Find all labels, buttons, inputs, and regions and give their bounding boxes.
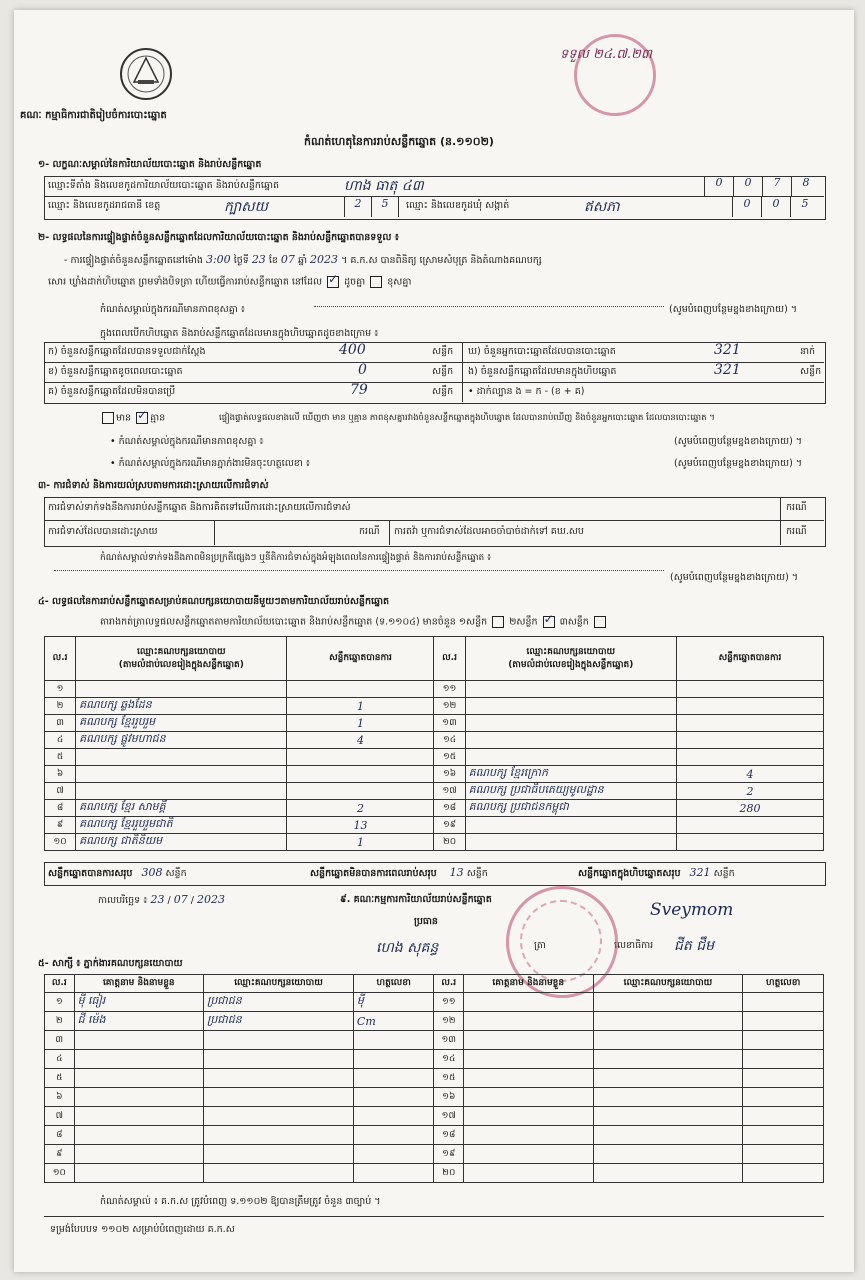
received-value: 400: [339, 342, 366, 358]
tally-sheets: [100, 612, 608, 629]
commune-value: ឥសភា: [584, 199, 620, 215]
code-digit: 5: [371, 197, 399, 217]
witness-signature: [353, 1107, 434, 1126]
row-no: ៦: [45, 1088, 75, 1107]
witness-signature: [743, 1050, 824, 1069]
party-name: គណបក្ស ជាតិនិយម: [76, 834, 287, 851]
vote-count: [287, 749, 434, 766]
witness-signature: [743, 1107, 824, 1126]
total-box-unit: សន្លឹក: [713, 868, 735, 879]
vote-count: [676, 698, 823, 715]
party-name: [465, 834, 676, 851]
witness-signature: [353, 1050, 434, 1069]
note2-end: (សូមបំពេញបន្ថែមខ្នងខាងក្រោយ) ។: [674, 436, 803, 447]
form-footer: ទម្រង់បែបបទ ១១០២ សម្រាប់បំពេញដោយ គ.ក.ស: [50, 1224, 235, 1235]
witness-party: [204, 1088, 354, 1107]
row-no: ២០: [434, 834, 465, 851]
witness-name: [74, 1050, 203, 1069]
form-sheet: [14, 10, 854, 1272]
party-name: គណបក្ស ខ្មែរក្រោក: [465, 766, 676, 783]
col-party: ឈ្មោះគណបក្សនយោបាយ: [593, 975, 743, 993]
code-digit: 0: [704, 176, 733, 196]
verify-year-label: ឆ្នាំ: [297, 255, 307, 266]
count-subtitle: ក្នុងពេលបើកហិបឆ្នោត និងរាប់សន្លឹកឆ្នោតដែលមានក្នុងហិបឆ្នោតដូចខាងក្រោម ៖: [100, 328, 379, 339]
verify-line2-text: សោរ ឃ្លាំងដាក់ហិបឆ្នោត ព្រមទាំងបិទត្រា ហើយធ្វើការរាប់សន្លឹកឆ្នោត នៅដែល: [48, 276, 323, 288]
doc-title: កំណត់ហេតុនៃការរាប់សន្លឹកឆ្នោត (ន.១១០២): [304, 135, 494, 148]
row-no: ៥: [45, 1069, 75, 1088]
table-row: [45, 834, 824, 851]
seal-label: ត្រា: [534, 940, 546, 951]
witness-party: [593, 1088, 743, 1107]
party-name: គណបក្ស ប្រជាជនកម្ពុជា: [465, 800, 676, 817]
nothave-label: គ្មាន: [150, 412, 166, 424]
col-no: ល.រ: [434, 637, 465, 681]
complaint-escalated-case: ករណី: [786, 526, 807, 537]
witness-party: [204, 1031, 354, 1050]
vote-count: [287, 681, 434, 698]
witness-name: [74, 1088, 203, 1107]
date-label: កាលបរិច្ឆេទ ៖: [98, 895, 148, 906]
witness-signature: [353, 1031, 434, 1050]
province-value: ក្បាសយ: [224, 199, 268, 215]
total-box: [578, 867, 735, 880]
witness-party: [204, 1107, 354, 1126]
witness-name: [74, 1164, 203, 1183]
witness-name: [464, 1069, 593, 1088]
different-checkbox[interactable]: [370, 276, 382, 288]
witness-party: [204, 1126, 354, 1145]
row-no: ១៥: [434, 749, 465, 766]
vote-count: [676, 749, 823, 766]
party-name: គណបក្ស ខ្មែរ សាមគ្គី: [76, 800, 287, 817]
one-sheet-checkbox[interactable]: [492, 616, 504, 628]
total-valid-label: សន្លឹកឆ្នោតបានការសរុប: [48, 868, 133, 879]
in-box-value: 321: [714, 362, 741, 378]
row-no: ១: [45, 993, 75, 1012]
table-row: [45, 1012, 824, 1031]
table-row: [45, 698, 824, 715]
section1-title: ១- លក្ខណៈសម្គាល់នៃការិយាល័យបោះឆ្នោត និងរាប់សន្លឹកឆ្នោត: [38, 159, 262, 170]
tally-intro: តារាងកត់ត្រាលទ្ធផលសន្លឹកឆ្នោតតាមការិយាល័យបោះឆ្នោត និងរាប់សន្លឹកឆ្នោត (ទ.១១០៤) មានចំនួន ១សន្លឹក: [100, 616, 488, 628]
row-no: ១៦: [434, 1088, 464, 1107]
three-sheets-checkbox[interactable]: [594, 616, 606, 628]
code-digit: 0: [733, 176, 762, 196]
table-row: [45, 1107, 824, 1126]
col-party-sub: (តាមលំដាប់លេខរៀងក្នុងសន្លឹកឆ្នោត): [508, 659, 634, 670]
table-row: [45, 1050, 824, 1069]
table-row: [45, 1126, 824, 1145]
witness-party: [593, 1050, 743, 1069]
witness-name: ម៉ី ធៀរ: [74, 993, 203, 1012]
witness-signature: [743, 1145, 824, 1164]
row-no: ១៣: [434, 1031, 464, 1050]
verify-day-label: ថ្ងៃទី: [233, 255, 249, 266]
party-name: គណបក្ស ប្រជាធិបតេយ្យមូលដ្ឋាន: [465, 783, 676, 800]
two-sheets-label: ២សន្លឹក: [509, 616, 538, 628]
total-invalid-unit: សន្លឹក: [466, 868, 488, 879]
row-no: ៥: [45, 749, 76, 766]
witness-party: ប្រជាជន: [204, 1012, 354, 1031]
different-label: ខុសគ្នា: [387, 276, 412, 288]
in-box-label: ង) ចំនួនសន្លឹកឆ្នោតដែលមានក្នុងហិបឆ្នោត: [468, 366, 617, 377]
witness-party: [593, 1107, 743, 1126]
witness-party: [204, 1050, 354, 1069]
total-invalid: [310, 867, 488, 880]
table-row: [45, 1031, 824, 1050]
witness-party: [204, 1069, 354, 1088]
witness-name: [464, 1164, 593, 1183]
code-digit: 7: [762, 176, 791, 196]
verify-line2: [48, 272, 412, 289]
secretary-signature: ជីត ជឹម: [674, 938, 714, 954]
witness-signature: [743, 1088, 824, 1107]
row-no: ១៨: [434, 800, 465, 817]
party-name: [76, 783, 287, 800]
witness-party: [204, 1145, 354, 1164]
row-no: ២: [45, 1012, 75, 1031]
witness-name: [74, 1069, 203, 1088]
witness-signature: [743, 1126, 824, 1145]
table-row: [45, 800, 824, 817]
total-invalid-label: សន្លឹកឆ្នោតមិនបានការពេលរាប់សរុប: [310, 868, 437, 879]
col-no: ល.រ: [45, 975, 75, 993]
row-no: ៤: [45, 732, 76, 749]
have-label: មាន: [116, 412, 132, 424]
verify-text: ។ គ.ក.ស បានពិនិត្យ ស្រោមសំបុត្រ និងតំណាងគណបក្ស: [341, 255, 542, 266]
three-sheets-label: ៣សន្លឹក: [559, 616, 589, 628]
row-no: ១២: [434, 1012, 464, 1031]
received-label: ក) ចំនួនសន្លឹកឆ្នោតដែលបានទទួលជាក់ស្តែង: [48, 346, 206, 357]
row-no: ១៦: [434, 766, 465, 783]
chair-signature: ហេង សុគន្ធ: [376, 940, 439, 956]
complaint-resolved-case: ករណី: [359, 526, 380, 537]
row-no: ៣: [45, 715, 76, 732]
col-votes: សន្លឹកឆ្នោតបានការ: [676, 637, 823, 681]
table-row: [45, 732, 824, 749]
verify-month-label: ខែ: [268, 255, 278, 266]
code-digit: 5: [790, 197, 819, 217]
witness-signature: [353, 1088, 434, 1107]
vote-count: [287, 783, 434, 800]
witness-party: [593, 1126, 743, 1145]
table-row: [45, 766, 824, 783]
have-checkbox[interactable]: [102, 412, 114, 424]
date-row: កាលបរិច្ឆេទ ៖ 23 / 07 / 2023: [98, 893, 225, 906]
verify-year: 2023: [310, 253, 339, 266]
col-party: [76, 637, 287, 681]
spoiled-unit: សន្លឹក: [432, 366, 454, 377]
witness-party: [593, 1164, 743, 1183]
witness-name: [464, 1050, 593, 1069]
party-name: [465, 732, 676, 749]
col-no: ល.រ: [434, 975, 464, 993]
row-no: ៩: [45, 1145, 75, 1164]
party-name: [465, 715, 676, 732]
vote-count: [676, 681, 823, 698]
row-no: ១៤: [434, 732, 465, 749]
witness-party: [593, 993, 743, 1012]
witness-signature: [743, 1164, 824, 1183]
vote-count: [676, 834, 823, 851]
location-value: ហាង ធាតុ ៤៣: [344, 178, 424, 194]
col-party: ឈ្មោះគណបក្សនយោបាយ: [204, 975, 354, 993]
vote-count: 1: [287, 715, 434, 732]
party-name: គណបក្ស ខ្មែររួបរួម: [76, 715, 287, 732]
witness-name: [464, 1107, 593, 1126]
witness-name: [74, 1107, 203, 1126]
official-seal-inner: [520, 900, 602, 982]
total-valid-unit: សន្លឹក: [165, 868, 187, 879]
party-name: [76, 766, 287, 783]
vote-count: [676, 732, 823, 749]
witness-signature: [353, 1069, 434, 1088]
code-digit: 0: [761, 197, 790, 217]
spoiled-label: ខ) ចំនួនសន្លឹកឆ្នោតខូចពេលបោះឆ្នោត: [48, 366, 183, 377]
witness-signature: Cm: [353, 1012, 434, 1031]
table-row: [45, 1145, 824, 1164]
witness-name: [74, 1031, 203, 1050]
witness-name: [464, 1145, 593, 1164]
party-name: គណបក្ស ផ្លូវមហាជន: [76, 732, 287, 749]
chair-label: ប្រធាន: [414, 916, 438, 927]
code-digit: 8: [791, 176, 820, 196]
receipt-stamp-text: ទទួល ២៤.៧.២៣: [560, 47, 652, 62]
witness-name: [464, 1012, 593, 1031]
table-row: [45, 1088, 824, 1107]
total-valid-value: 308: [141, 866, 163, 879]
note3-end: (សូមបំពេញបន្ថែមខ្នងខាងក្រោយ) ។: [674, 458, 803, 469]
complaint-note-end: (សូមបំពេញបន្ថែមខ្នងខាងក្រោយ) ។: [670, 572, 799, 583]
col-sign: ហត្ថលេខា: [353, 975, 434, 993]
code-digit: 2: [344, 197, 371, 217]
total-valid: [48, 867, 187, 880]
section4-title: ៤- លទ្ធផលនៃការរាប់សន្លឹកឆ្នោតសម្រាប់គណបក្សនយោបាយនីមួយៗតាមការិយាល័យរាប់សន្លឹកឆ្នោត: [38, 596, 390, 607]
row-no: ៧: [45, 783, 76, 800]
voters-value: 321: [714, 342, 741, 358]
national-emblem-icon: [118, 46, 174, 102]
row-no: ១: [45, 681, 76, 698]
commune-label: ឈ្មោះ និងលេខកូដឃុំ សង្កាត់: [406, 200, 510, 211]
unused-value: 79: [350, 382, 368, 398]
nothave-checkbox[interactable]: ✓: [137, 408, 148, 422]
col-party-title: ឈ្មោះគណបក្សនយោបាយ: [137, 646, 226, 657]
verify-line1: [64, 254, 542, 267]
province-code: [344, 197, 399, 217]
note1: កំណត់សម្គាល់ក្នុងករណីមានភាពខុសគ្នា ៖: [100, 304, 245, 315]
col-sign: ហត្ថលេខា: [743, 975, 824, 993]
witness-signature: ម៉ី: [353, 993, 434, 1012]
two-sheets-checkbox[interactable]: ✓: [543, 612, 554, 626]
row-no: ៤: [45, 1050, 75, 1069]
vote-count: 1: [287, 698, 434, 715]
witness-name: [74, 1145, 203, 1164]
note2: • កំណត់សម្គាល់ក្នុងករណីមានភាពខុសគ្នា ៖: [110, 436, 264, 447]
col-name: គោត្តនាម និងនាមខ្លួន: [464, 975, 593, 993]
table-row: [45, 1164, 824, 1183]
note3: • កំណត់សម្គាល់ក្នុងករណីមានភ្នាក់ងារមិនចុះហត្ថលេខា ៖: [110, 458, 310, 469]
witness-table: [44, 974, 824, 1183]
row-no: ១៧: [434, 1107, 464, 1126]
commune-code: [732, 197, 819, 217]
verify-month: 07: [280, 253, 295, 266]
row-no: ២០: [434, 1164, 464, 1183]
witness-party: [593, 1012, 743, 1031]
witness-signature: [353, 1126, 434, 1145]
witness-party: [593, 1031, 743, 1050]
party-name: [76, 681, 287, 698]
row-no: ៨: [45, 800, 76, 817]
row-no: ១១: [434, 681, 465, 698]
party-name: [465, 749, 676, 766]
top-signature: Sveymom: [650, 900, 734, 920]
section2-title: ២- លទ្ធផលនៃការផ្ទៀងផ្ទាត់ចំនួនសន្លឹកឆ្នោតដែលការិយាល័យបោះឆ្នោត និងរាប់សន្លឹកឆ្នោតបានទទួល ៖: [38, 232, 399, 243]
row-no: ៩: [45, 817, 76, 834]
table-row: [45, 783, 824, 800]
vote-count: 2: [676, 783, 823, 800]
vote-count: 280: [676, 800, 823, 817]
verify-time-label: - ការផ្ទៀងផ្ទាត់ចំនួនសន្លឹកឆ្នោតនៅម៉ោង: [64, 255, 203, 266]
same-checkbox[interactable]: ✓: [328, 272, 339, 286]
vote-count: 2: [287, 800, 434, 817]
unused-unit: សន្លឹក: [432, 386, 454, 397]
row-no: ៣: [45, 1031, 75, 1050]
row-no: ៧: [45, 1107, 75, 1126]
date-year: 2023: [196, 893, 225, 906]
org-name: គណៈ កម្មាធិការជាតិរៀបចំការបោះឆ្នោត: [20, 110, 167, 121]
date-month: 07: [173, 893, 188, 906]
province-label: ឈ្មោះ និងលេខកូដរាជធានី ខេត្ត: [48, 200, 161, 211]
row-no: ១០: [45, 1164, 75, 1183]
col-party-sub: (តាមលំដាប់លេខរៀងក្នុងសន្លឹកឆ្នោត): [118, 659, 244, 670]
section5-title: ៥- សាក្សី ៖ ភ្នាក់ងារគណបក្សនយោបាយ: [38, 958, 183, 969]
section3-title: ៣- ការជំទាស់ និងការយល់ស្របតាមការដោះស្រាយលើការជំទាស់: [38, 480, 269, 491]
mismatch-check: [100, 408, 166, 425]
row-no: ១១: [434, 993, 464, 1012]
witness-party: [593, 1145, 743, 1164]
vote-count: 1: [287, 834, 434, 851]
col-no: ល.រ: [45, 637, 76, 681]
row-no: ១៩: [434, 1145, 464, 1164]
witness-name: [464, 993, 593, 1012]
table-row: [45, 715, 824, 732]
spoiled-value: 0: [358, 362, 367, 378]
col-party-title: ឈ្មោះគណបក្សនយោបាយ: [526, 646, 616, 657]
voters-unit: នាក់: [800, 346, 816, 357]
total-box-label: សន្លឹកឆ្នោតក្នុងហិបឆ្នោតសរុប: [578, 868, 681, 879]
table-row: [45, 993, 824, 1012]
vote-count: 4: [676, 766, 823, 783]
party-name: [76, 749, 287, 766]
check-line: ផ្ទៀងផ្ទាត់លទ្ធផលខាងលើ ឃើញថា មាន ឬគ្មាន ភាពខុសគ្នារវាងចំនួនសន្លឹកឆ្នោតក្នុងហិបឆ្នោត ដែលបានរាប់ឃើញ និងចំនួនអ្នកបោះឆ្នោត ដែលបានបោះឆ្នោត ។: [219, 413, 715, 423]
witness-name: [464, 1031, 593, 1050]
party-name: [465, 681, 676, 698]
vote-count: [676, 817, 823, 834]
date-day: 23: [150, 893, 165, 906]
same-label: ដូចគ្នា: [344, 276, 366, 288]
row-no: ១៩: [434, 817, 465, 834]
total-invalid-value: 13: [449, 866, 464, 879]
total-box-value: 321: [689, 866, 711, 879]
formula: • ដាក់ល្បាន ង = ក - (ខ + គ): [468, 386, 585, 397]
row-no: ១៨: [434, 1126, 464, 1145]
witness-party: [593, 1069, 743, 1088]
row-no: ១០: [45, 834, 76, 851]
verify-time: 3:00: [205, 253, 231, 266]
row-no: ៨: [45, 1126, 75, 1145]
witness-name: [464, 1126, 593, 1145]
table-row: [45, 749, 824, 766]
received-unit: សន្លឹក: [432, 346, 454, 357]
col-votes: សន្លឹកឆ្នោតបានការ: [287, 637, 434, 681]
witness-party: ប្រជាជន: [204, 993, 354, 1012]
witness-signature: [743, 1031, 824, 1050]
party-name: គណបក្ស ឆ្លងដែន: [76, 698, 287, 715]
vote-count: [287, 766, 434, 783]
footnote: កំណត់សម្គាល់ ៖ គ.ក.ស ត្រូវបំពេញ ទ.១១០២ ឱ្យបានត្រឹមត្រូវ ចំនួន ៣ច្បាប់ ។: [100, 1196, 381, 1207]
witness-signature: [353, 1164, 434, 1183]
row-no: ២: [45, 698, 76, 715]
vote-count: 4: [287, 732, 434, 749]
table-row: [45, 681, 824, 698]
row-no: ១៤: [434, 1050, 464, 1069]
witness-signature: [743, 1069, 824, 1088]
row-no: ១៥: [434, 1069, 464, 1088]
table-row: [45, 1069, 824, 1088]
complaint-resolved: ការជំទាស់ដែលបានដោះស្រាយ: [48, 526, 158, 537]
witness-party: [204, 1164, 354, 1183]
witness-signature: [743, 993, 824, 1012]
voters-label: ឃ) ចំនួនអ្នកបោះឆ្នោតដែលបានបោះឆ្នោត: [468, 346, 616, 357]
col-name: គោត្តនាម និងនាមខ្លួន: [74, 975, 203, 993]
party-name: [465, 698, 676, 715]
col-party: [465, 637, 676, 681]
party-name: [465, 817, 676, 834]
note1-end: (សូមបំពេញបន្ថែមខ្នងខាងក្រោយ) ។: [669, 304, 798, 315]
row-no: ១៣: [434, 715, 465, 732]
committee-label: ៩. គណៈកម្មការការិយាល័យរាប់សន្លឹកឆ្នោត: [340, 894, 492, 905]
results-table: [44, 636, 824, 851]
complaint-row1: ការជំទាស់ទាក់ទងនឹងការរាប់សន្លឹកឆ្នោត និងការគិតទៅលើការដោះស្រាយលើការជំទាស់: [48, 502, 351, 513]
complaint-escalated: ការតវ៉ា ឬការជំទាស់ដែលអាចចាំបាច់ដាក់ទៅ គឃ.សប: [394, 526, 584, 537]
witness-signature: [743, 1012, 824, 1031]
complaint-row1-case: ករណី: [786, 502, 807, 513]
table-row: [45, 817, 824, 834]
unused-label: គ) ចំនួនសន្លឹកឆ្នោតដែលមិនបានប្រើ: [48, 386, 176, 397]
witness-name: ជី ម៉េង: [74, 1012, 203, 1031]
party-name: គណបក្ស ខ្មែររួបរួមជាតិ: [76, 817, 287, 834]
witness-signature: [353, 1145, 434, 1164]
complaint-note: កំណត់សម្គាល់ទាក់ទងនឹងភាពមិនប្រក្រតីផ្សេងៗ ឬនីតិការជំទាស់ក្នុងអំឡុងពេលនៃការផ្ទៀងផ្ទាត់ និងការរាប់សន្លឹកឆ្នោត ៖: [100, 553, 492, 563]
location-label: ឈ្មោះទីតាំង និងលេខកូដការិយាល័យបោះឆ្នោត និងរាប់សន្លឹកឆ្នោត: [48, 180, 280, 191]
witness-name: [74, 1126, 203, 1145]
location-code: [704, 176, 820, 196]
in-box-unit: សន្លឹក: [800, 366, 822, 377]
witness-name: [464, 1088, 593, 1107]
verify-day: 23: [251, 253, 266, 266]
code-digit: 0: [732, 197, 761, 217]
vote-count: 13: [287, 817, 434, 834]
vote-count: [676, 715, 823, 732]
row-no: ១៧: [434, 783, 465, 800]
row-no: ៦: [45, 766, 76, 783]
secretary-label: លេខាធិការ: [614, 940, 654, 951]
row-no: ១២: [434, 698, 465, 715]
